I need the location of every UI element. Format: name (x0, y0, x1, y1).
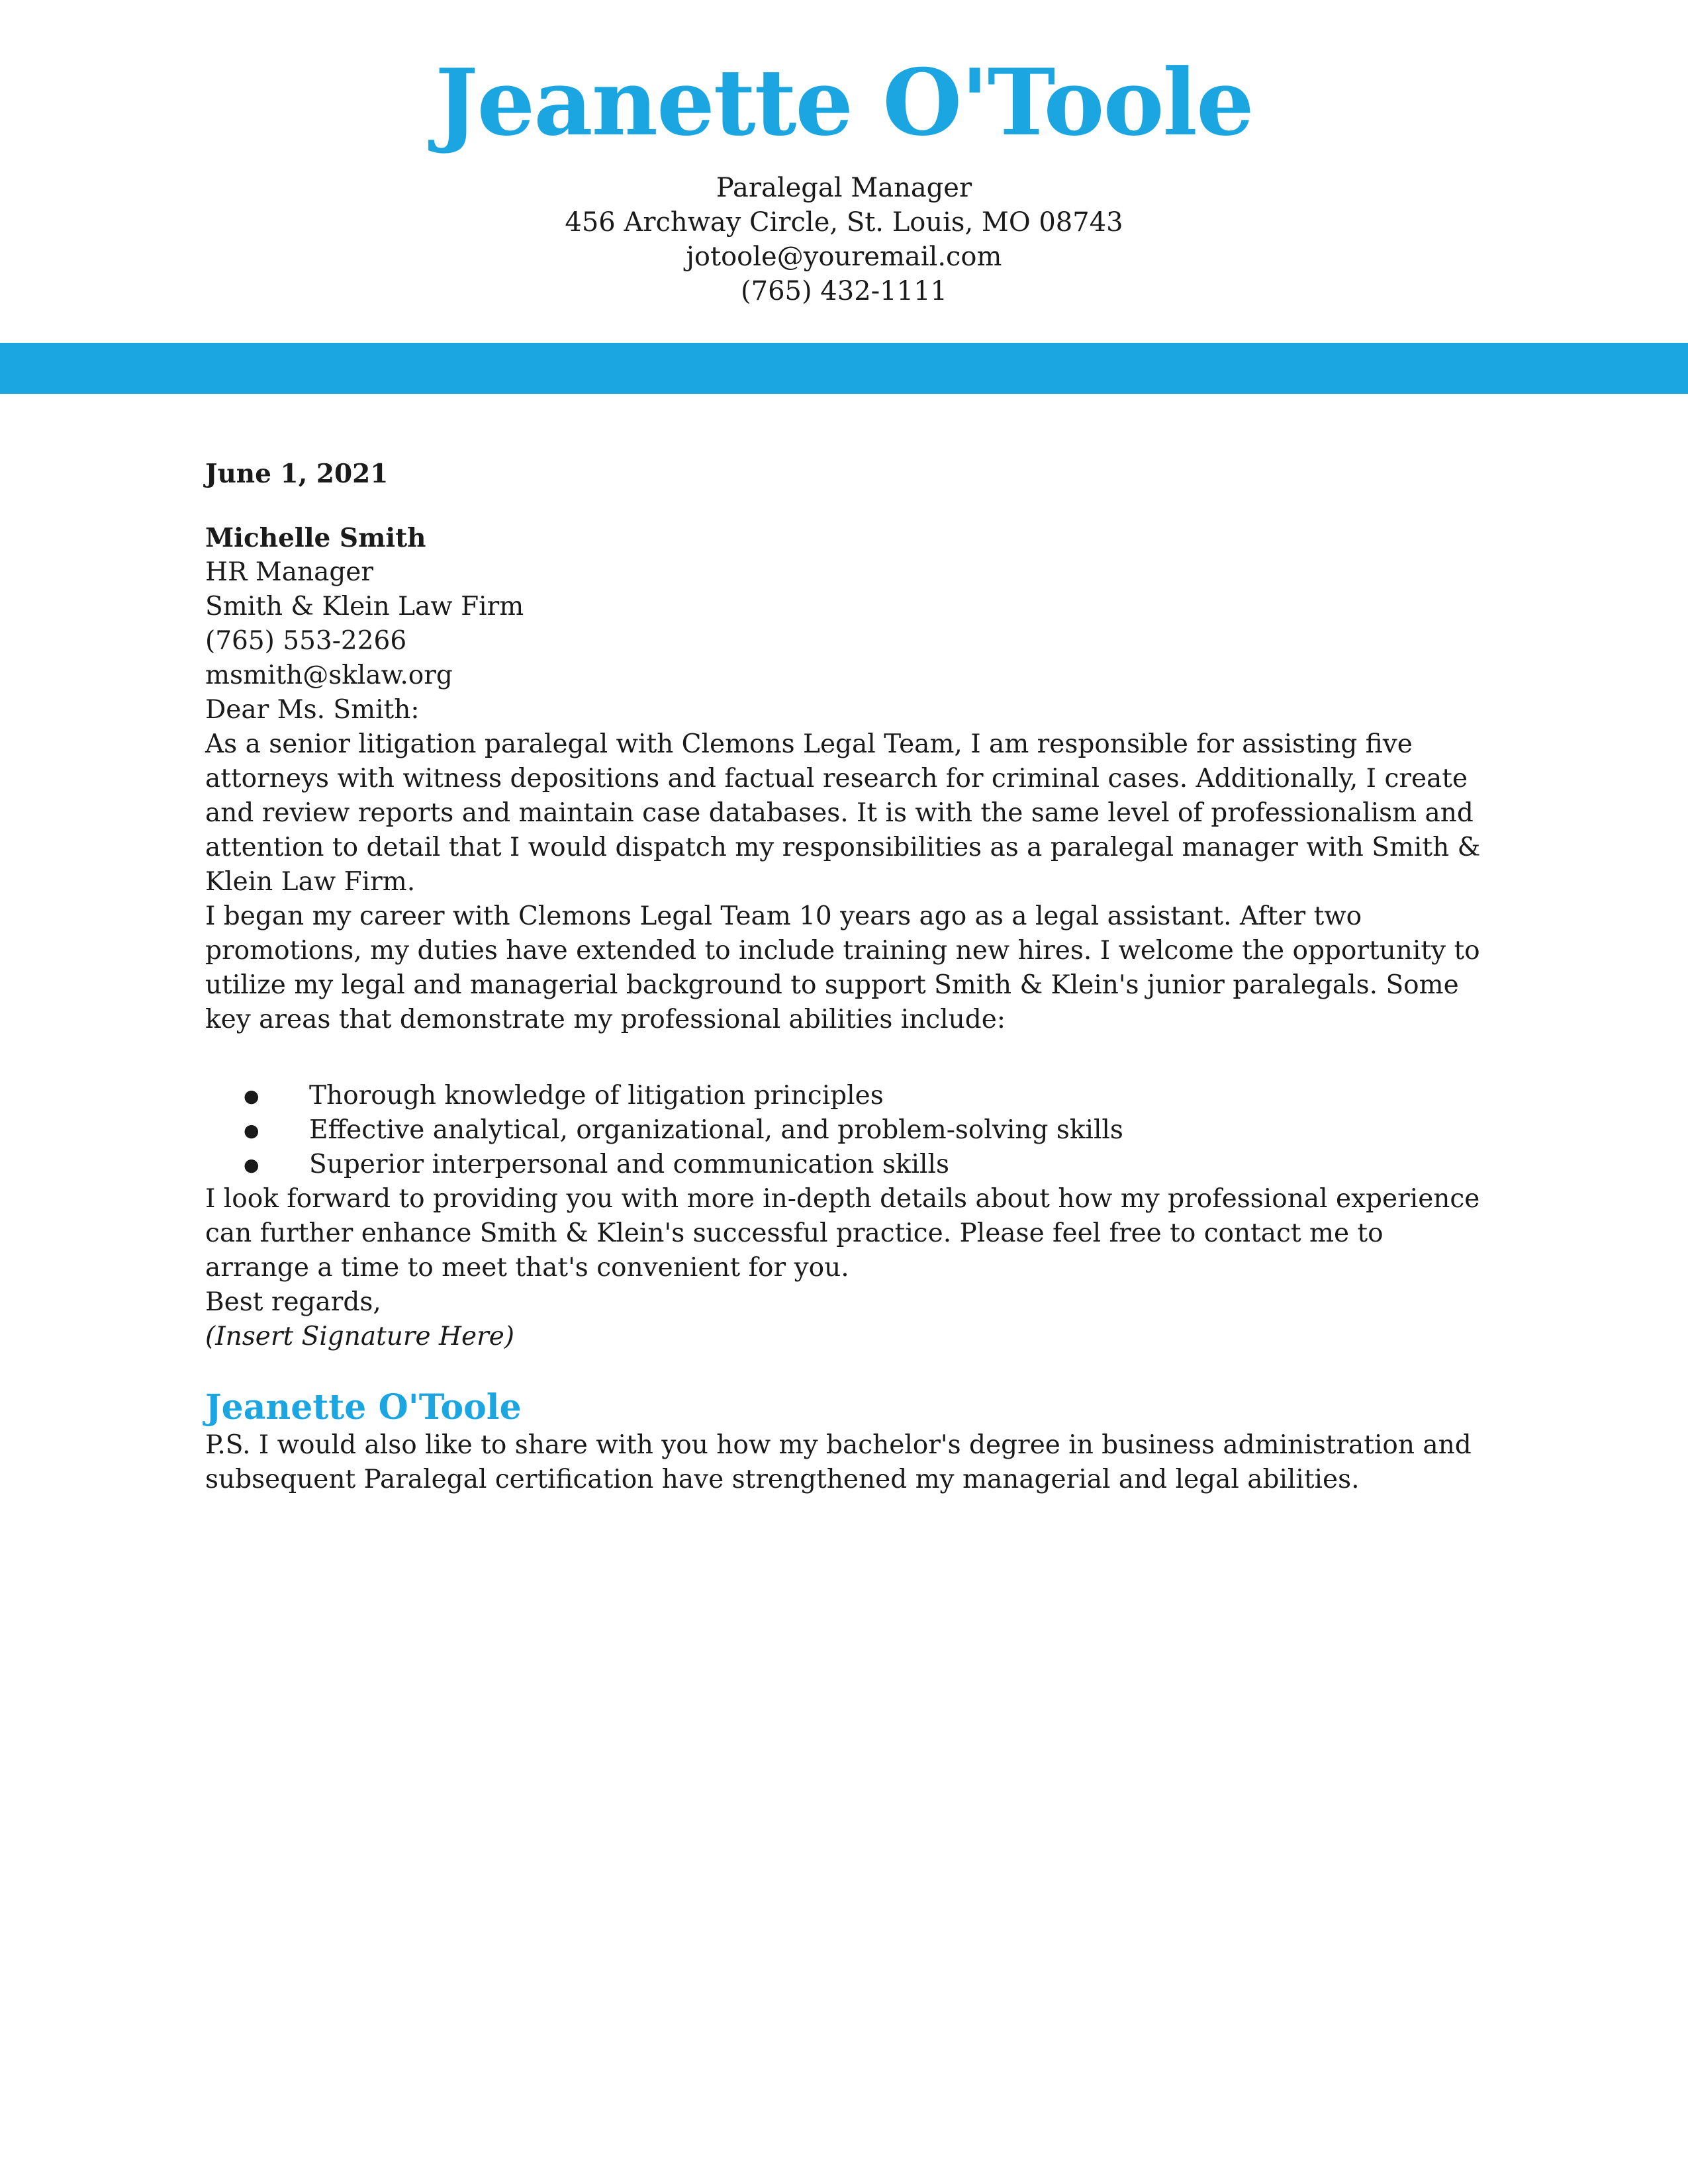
recipient-company: Smith & Klein Law Firm (205, 592, 524, 621)
skill-item: ● Thorough knowledge of litigation principles (205, 1079, 1483, 1113)
signature-placeholder: (Insert Signature Here) (205, 1322, 515, 1351)
recipient-email: msmith@sklaw.org (205, 660, 453, 690)
letter-date: June 1, 2021 (205, 459, 389, 489)
contact-address: 456 Archway Circle, St. Louis, MO 08743 (565, 207, 1123, 238)
contact-job-title: Paralegal Manager (716, 173, 972, 203)
skill-item: ● Superior interpersonal and communication skills (205, 1148, 1483, 1182)
body-paragraph-1: As a senior litigation paralegal with Clemons Legal Team, I am responsible for assisting five attorneys with witness depositions and factual research for criminal cases. Additionally, I create and review reports and maintain case databases. It is with the same level of professionalism and attention to detail that I would dispatch my responsibilities as a paralegal manager with Smith & Klein Law Firm. (205, 729, 1481, 897)
contact-block (0, 171, 1688, 308)
skills-list (205, 1079, 1483, 1182)
signature-name: Jeanette O'Toole (205, 1387, 522, 1428)
recipient-title: HR Manager (205, 557, 374, 587)
letter-body (0, 394, 1688, 1497)
salutation: Dear Ms. Smith: (205, 695, 420, 725)
recipient-phone: (765) 553-2266 (205, 626, 407, 656)
contact-email: jotoole@youremail.com (686, 242, 1002, 272)
letter-header (0, 0, 1688, 308)
recipient-block (205, 521, 1483, 693)
skill-item: ● Effective analytical, organizational, and problem-solving skills (205, 1113, 1483, 1148)
body-paragraph-2: I began my career with Clemons Legal Team 10 years ago as a legal assistant. After two promotions, my duties have extended to include training new hires. I welcome the opportunity to utilize my legal and managerial background to support Smith & Klein's junior paralegals. Some key areas that demonstrate my professional abilities include: (205, 901, 1480, 1034)
postscript: P.S. I would also like to share with you how my bachelor's degree in business administration and subsequent Paralegal certification have strengthened my managerial and legal abilities. (205, 1430, 1472, 1494)
accent-divider-bar (0, 343, 1688, 394)
body-paragraph-3: I look forward to providing you with more in-depth details about how my professional experience can further enhance Smith & Klein's successful practice. Please feel free to contact me to arrange a time to meet that's convenient for you. (205, 1184, 1480, 1283)
closing-phrase: Best regards, (205, 1287, 381, 1317)
contact-phone: (765) 432-1111 (741, 276, 947, 306)
page-title: Jeanette O'Toole (435, 48, 1253, 156)
recipient-name: Michelle Smith (205, 523, 426, 553)
